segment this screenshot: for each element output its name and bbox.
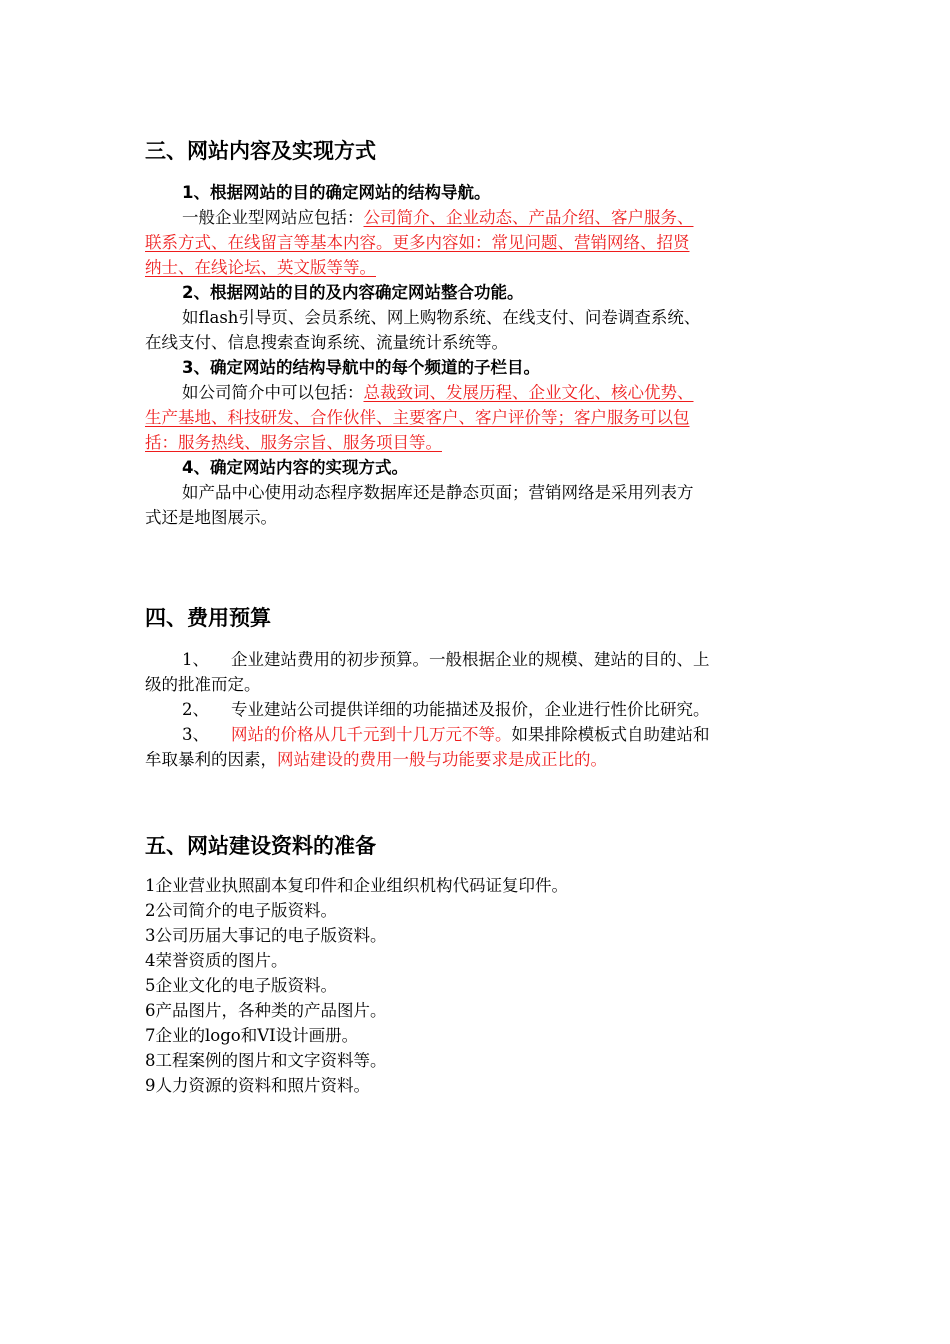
item-3-black-text: 如果排除模板式自助建站和 — [511, 725, 710, 744]
section-3-item-1-line-2: 联系方式、在线留言等基本内容。更多内容如：常见问题、营销网络、招贤 — [145, 233, 690, 252]
section-3-item-2-title: 2、根据网站的目的及内容确定网站整合功能。 — [182, 283, 524, 302]
item-3-prefix: 如公司简介中可以包括： — [182, 383, 364, 402]
section-3-item-4-line-1: 如产品中心使用动态程序数据库还是静态页面；营销网络是采用列表方 — [182, 483, 694, 502]
section-4-item-1-line-2: 级的批准而定。 — [145, 675, 261, 694]
section-3-item-2-line-2: 在线支付、信息搜索查询系统、流量统计系统等。 — [145, 333, 508, 352]
section-3-item-2-line-1: 如flash引导页、会员系统、网上购物系统、在线支付、问卷调查系统、 — [182, 308, 701, 327]
section-3-item-3-line-1 — [182, 381, 694, 405]
item-2-text: 专业建站公司提供详细的功能描述及报价，企业进行性价比研究。 — [231, 700, 710, 719]
material-list-item: 6产品图片，各种类的产品图片。 — [145, 1001, 387, 1020]
material-list-item: 4荣誉资质的图片。 — [145, 951, 288, 970]
section-3-item-4-title: 4、确定网站内容的实现方式。 — [182, 458, 408, 477]
item-1-number: 1、 — [182, 650, 209, 669]
section-3-item-3-line-3: 括：服务热线、服务宗旨、服务项目等。 — [145, 433, 442, 452]
material-list-item: 8工程案例的图片和文字资料等。 — [145, 1051, 387, 1070]
section-4-item-2-line-1 — [182, 698, 710, 722]
material-list-item: 2公司简介的电子版资料。 — [145, 901, 337, 920]
item-1-highlight: 公司简介、企业动态、产品介绍、客户服务、 — [363, 208, 694, 227]
material-list-item: 1企业营业执照副本复印件和企业组织机构代码证复印件。 — [145, 876, 568, 895]
item-3-line-2-black: 牟取暴利的因素， — [145, 750, 277, 769]
section-4-heading: 四、费用预算 — [145, 606, 271, 630]
item-3-number: 3、 — [182, 725, 209, 744]
section-3-item-1-line-3: 纳士、在线论坛、英文版等等。 — [145, 258, 376, 277]
section-3-item-1-title: 1、根据网站的目的确定网站的结构导航。 — [182, 183, 491, 202]
material-list-item: 9人力资源的资料和照片资料。 — [145, 1076, 370, 1095]
item-1-text: 企业建站费用的初步预算。一般根据企业的规模、建站的目的、上 — [231, 650, 710, 669]
section-3-item-4-line-2: 式还是地图展示。 — [145, 508, 277, 527]
section-4-item-3-line-2 — [145, 748, 607, 772]
section-4-item-3-line-1 — [182, 723, 710, 747]
material-list-item: 5企业文化的电子版资料。 — [145, 976, 337, 995]
item-3-line-2-red: 网站建设的费用一般与功能要求是成正比的。 — [277, 750, 607, 769]
section-3-heading: 三、网站内容及实现方式 — [145, 139, 376, 163]
section-3-item-3-line-2: 生产基地、科技研发、合作伙伴、主要客户、客户评价等；客户服务可以包 — [145, 408, 690, 427]
section-4-item-1-line-1 — [182, 648, 710, 672]
material-list-item: 3公司历届大事记的电子版资料。 — [145, 926, 387, 945]
item-1-prefix: 一般企业型网站应包括： — [182, 208, 364, 227]
section-3-item-3-title: 3、确定网站的结构导航中的每个频道的子栏目。 — [182, 358, 540, 377]
item-2-number: 2、 — [182, 700, 209, 719]
section-3-item-1-line-1 — [182, 206, 694, 230]
material-list-item: 7企业的logo和VI设计画册。 — [145, 1026, 359, 1045]
item-3-red-text: 网站的价格从几千元到十几万元不等。 — [231, 725, 512, 744]
section-5-heading: 五、网站建设资料的准备 — [145, 834, 376, 858]
item-3-highlight: 总裁致词、发展历程、企业文化、核心优势、 — [363, 383, 694, 402]
